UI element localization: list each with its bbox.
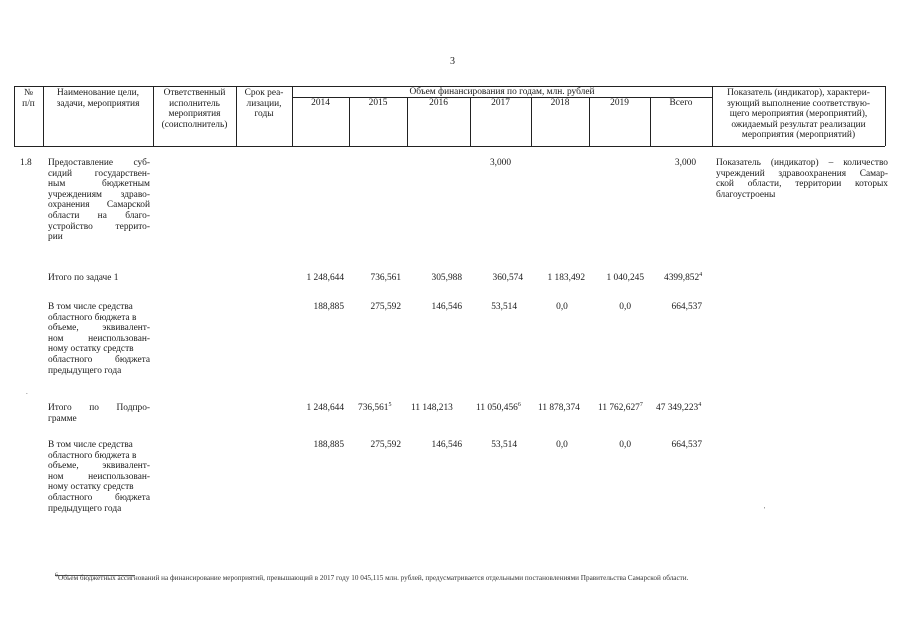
value-2015: 275,592 <box>370 302 401 312</box>
scan-mark: ' <box>764 506 766 514</box>
value-2017: 53,514 <box>491 440 517 450</box>
footnote: $^6$Объем бюджетных ассигнований на финансирование мероприятий, превышающий в 2017 году 10 045,115 млн. рублей, предусматривается отдельными постановлениями Правительства Самарской области. <box>55 572 689 582</box>
value-total: 664,537 <box>671 302 702 312</box>
row-number: 1.8 <box>20 158 32 168</box>
row-name: В том числе средства областного бюджета в объеме, эквивалент- ном неиспользован- ному остатку средств областного бюджета предыдущего года <box>48 440 150 514</box>
value-2017: 360,574 <box>492 273 523 283</box>
value-2017: 3,000 <box>489 158 512 168</box>
value-2016: 146,546 <box>431 302 462 312</box>
footnote-marker: 4 <box>699 271 703 278</box>
header-bottom-border <box>14 146 885 147</box>
row-name: Итого по Подпро- грамме <box>48 403 150 424</box>
value-2016: 11 148,213 <box>411 403 453 413</box>
header-name: Наименование цели, задачи, мероприятия <box>56 88 140 109</box>
value-2014: 188,885 <box>313 302 344 312</box>
header-year-2014: 2014 <box>311 98 330 108</box>
row-name: Итого по задаче 1 <box>48 273 119 283</box>
header-num: № п/п <box>22 88 35 109</box>
value-2019: 0,0 <box>619 440 631 450</box>
header-term: Срок реа- лизации, годы <box>244 88 284 120</box>
footnote-marker: 6 <box>517 401 521 408</box>
row-indicator: Показатель (индикатор) – количество учреждений здравоохранения Самар- ской области, территории которых благоустроены <box>716 158 888 200</box>
value-2018: 0,0 <box>556 440 568 450</box>
value-2015: 275,592 <box>370 440 401 450</box>
value-total: 4399,852$^4$ <box>664 271 703 283</box>
header-year-2019: 2019 <box>610 98 629 108</box>
header-total: Всего <box>669 98 693 108</box>
value-2017: 11 050,456$^6$ <box>476 401 521 413</box>
value-2015: 736,561$^5$ <box>358 401 392 413</box>
value-total: 3,000 <box>674 158 696 168</box>
value-2018: 1 183,492 <box>547 273 585 283</box>
value-2015: 736,561 <box>370 273 401 283</box>
header-responsible: Ответственный исполнитель мероприятия (соисполнитель) <box>161 88 228 130</box>
value-2014: 1 248,644 <box>306 403 344 413</box>
header-year-2016: 2016 <box>429 98 448 108</box>
value-2019: 11 762,627$^7$ <box>598 401 643 413</box>
footnote-marker: 4 <box>698 401 702 408</box>
header-year-2017: 2017 <box>491 98 510 108</box>
value-2018: 11 878,374 <box>538 403 580 413</box>
value-2016: 305,988 <box>431 273 462 283</box>
footnote-marker: 6 <box>55 572 58 579</box>
value-2014: 188,885 <box>313 440 344 450</box>
page-number: 3 <box>450 56 455 67</box>
value-2019: 1 040,245 <box>606 273 644 283</box>
value-2018: 0,0 <box>556 302 568 312</box>
row-name: Предоставление суб- сидий государствен- ным бюджетным учреждениям здраво- охранения Самарской области на благо- устройство террито- рии <box>48 158 150 243</box>
footnote-marker: 5 <box>388 401 392 408</box>
footnote-marker: 7 <box>639 401 643 408</box>
value-2016: 146,546 <box>431 440 462 450</box>
value-2019: 0,0 <box>619 302 631 312</box>
value-total: 47 349,223$^4$ <box>656 401 702 413</box>
scan-mark: . <box>26 388 28 396</box>
value-2017: 53,514 <box>491 302 517 312</box>
header-divider <box>885 86 886 146</box>
header-year-2018: 2018 <box>550 98 570 108</box>
header-year-2015: 2015 <box>368 98 388 108</box>
value-total: 664,537 <box>671 440 702 450</box>
row-name: В том числе средства областного бюджета в объеме, эквивалент- ном неиспользован- ному остатку средств областного бюджета предыдущего года <box>48 302 150 376</box>
value-2014: 1 248,644 <box>306 273 344 283</box>
header-indicator: Показатель (индикатор), характери- зующий выполнение соответствую- щего мероприятия (мероприятий), ожидаемый результат реализации мероприятия (мероприятий) <box>727 88 870 141</box>
header-funding-title: Объем финансирования по годам, млн. рублей <box>409 87 595 97</box>
